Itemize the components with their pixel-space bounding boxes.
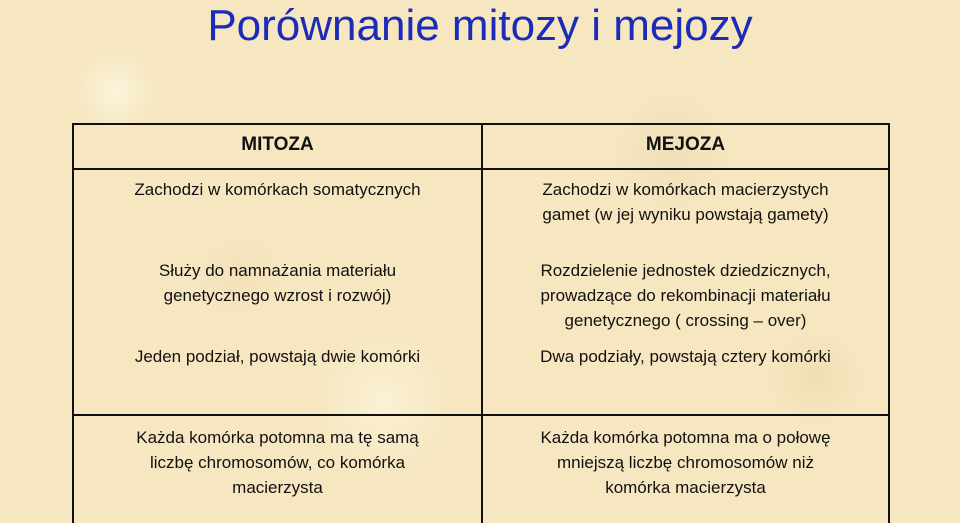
cell-line: Zachodzi w komórkach macierzystych	[542, 180, 829, 199]
mitoza-divisions	[74, 344, 481, 369]
cell-line: komórka macierzysta	[605, 478, 766, 497]
mitoza-chromosomes	[74, 425, 481, 500]
cell-line: liczbę chromosomów, co komórka	[149, 453, 406, 472]
mejoza-divisions	[483, 344, 888, 369]
row-divider	[483, 414, 888, 416]
cell-line: Rozdzielenie jednostek dziedzicznych,	[540, 261, 831, 280]
header-mitoza: MITOZA	[241, 134, 314, 155]
cell-line: Każda komórka potomna ma o połowę	[540, 428, 831, 447]
mejoza-chromosomes	[483, 425, 888, 500]
row-divider	[74, 414, 481, 416]
mejoza-location	[483, 177, 888, 227]
cell-line: macierzysta	[232, 478, 323, 497]
cell-line: Każda komórka potomna ma tę samą	[136, 428, 419, 447]
page-title: Porównanie mitozy i mejozy	[207, 1, 753, 50]
mitoza-purpose	[74, 258, 481, 308]
cell-line: Jeden podział, powstają dwie komórki	[134, 347, 421, 366]
cell-line: prowadzące do rekombinacji materiału	[540, 286, 831, 305]
row-divider	[483, 168, 888, 170]
cell-line: Dwa podziały, powstają cztery komórki	[540, 347, 831, 366]
mejoza-purpose	[483, 258, 888, 333]
header-mejoza: MEJOZA	[645, 134, 726, 155]
cell-line: Służy do namnażania materiału	[158, 261, 397, 280]
cell-line: mniejszą liczbę chromosomów niż	[557, 453, 814, 472]
cell-line: genetycznego ( crossing – over)	[564, 311, 807, 330]
table-right-border	[888, 123, 890, 523]
cell-line: Zachodzi w komórkach somatycznych	[134, 180, 421, 199]
cell-line: genetycznego wzrost i rozwój)	[163, 286, 392, 305]
cell-line: gamet (w jej wyniku powstają gamety)	[542, 205, 829, 224]
row-divider	[74, 168, 481, 170]
mitoza-location	[74, 177, 481, 202]
